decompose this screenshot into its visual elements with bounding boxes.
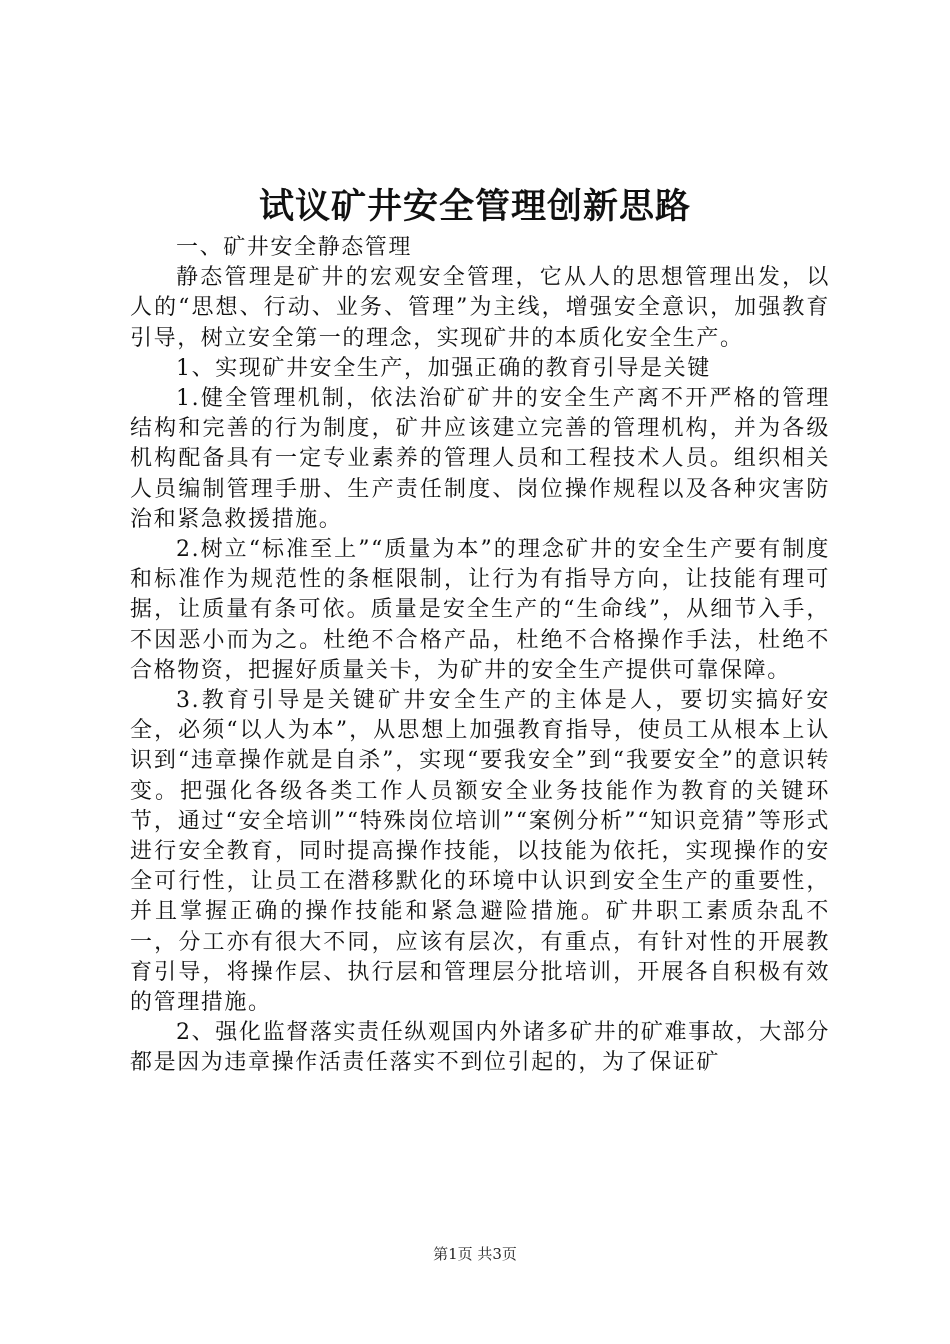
paragraph: 2.树立“标准至上”“质量为本”的理念矿井的安全生产要有制度和标准作为规范性的条框限制，让行为有指导方向，让技能有理可据，让质量有条可依。质量是安全生产的“生命线”，从细节入手，不因恶小而为之。杜绝不合格产品，杜绝不合格操作手法，杜绝不合格物资，把握好质量关卡，为矿井的安全生产提供可靠保障。 <box>130 537 830 683</box>
document-body <box>130 233 830 1079</box>
paragraph: 3.教育引导是关键矿井安全生产的主体是人，要切实搞好安全，必须“以人为本”，从思想上加强教育指导，使员工从根本上认识到“违章操作就是自杀”，实现“要我安全”到“我要安全”的意识转变。把强化各级各类工作人员额安全业务技能作为教育的关键环节，通过“安全培训”“特殊岗位培训”“案例分析”“知识竞猜”等形式进行安全教育，同时提高操作技能，以技能为依托，实现操作的安全可行性，让员工在潜移默化的环境中认识到安全生产的重要性，并且掌握正确的操作技能和紧急避险措施。矿井职工素质杂乱不一，分工亦有很大不同，应该有层次，有重点，有针对性的开展教育引导，将操作层、执行层和管理层分批培训，开展各自积极有效的管理措施。 <box>130 688 830 1016</box>
paragraph: 静态管理是矿井的宏观安全管理，它从人的思想管理出发，以人的“思想、行动、业务、管理”为主线，增强安全意识，加强教育引导，树立安全第一的理念，实现矿井的本质化安全生产。 <box>130 265 830 351</box>
document-title: 试议矿井安全管理创新思路 <box>258 187 691 227</box>
paragraph: 1.健全管理机制，依法治矿矿井的安全生产离不开严格的管理结构和完善的行为制度，矿井应该建立完善的管理机构，并为各级机构配备具有一定专业素养的管理人员和工程技术人员。组织相关人员编制管理手册、生产责任制度、岗位操作规程以及各种灾害防治和紧急救援措施。 <box>130 386 830 532</box>
section-heading: 一、矿井安全静态管理 <box>176 235 413 260</box>
paragraph: 2、强化监督落实责任纵观国内外诸多矿井的矿难事故，大部分都是因为违章操作活责任落实不到位引起的，为了保证矿 <box>130 1020 830 1076</box>
page-footer: 第1页 共3页 <box>433 1245 517 1263</box>
subsection-heading: 1、实现矿井安全生产，加强正确的教育引导是关键 <box>176 355 711 381</box>
